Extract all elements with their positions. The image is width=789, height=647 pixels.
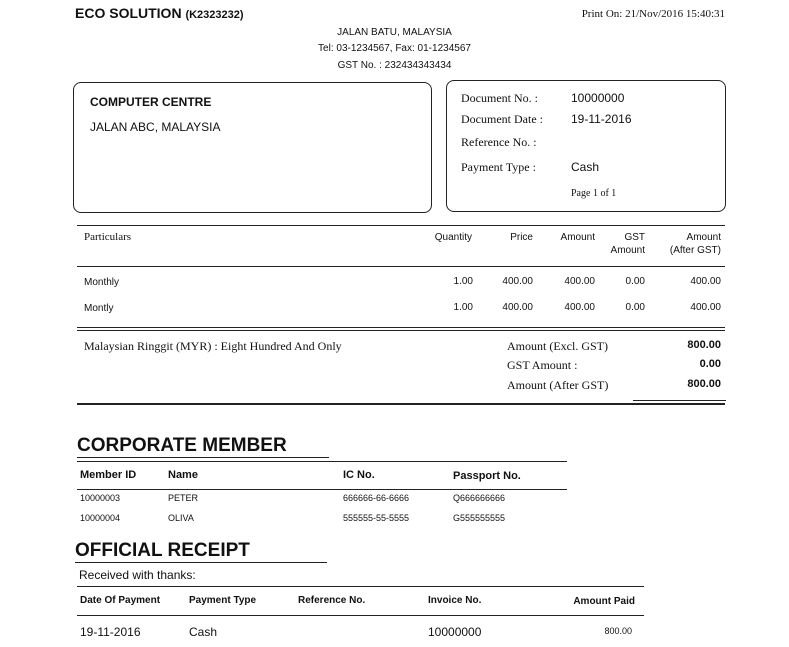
doc-no-value: 10000000 [571, 91, 625, 105]
total-underline [633, 400, 726, 401]
row-particulars: Montly [84, 303, 114, 314]
th-member-name: Name [168, 469, 198, 481]
member-name: OLIVA [168, 513, 194, 523]
amount-in-words: Malaysian Ringgit (MYR) : Eight Hundred And Only [84, 339, 342, 353]
th-quantity: Quantity [434, 232, 472, 243]
th-invoice-no: Invoice No. [428, 595, 482, 606]
member-id: 10000004 [80, 513, 121, 523]
member-ic: 666666-66-6666 [343, 493, 410, 503]
row-after: 400.00 [690, 276, 721, 287]
doc-date-value: 19-11-2016 [571, 112, 632, 126]
total-gst-value: 0.00 [699, 358, 721, 370]
company-gst-no: GST No. : 232434343434 [337, 60, 452, 71]
items-bottom-rule-1 [77, 327, 725, 328]
print-on: Print On: 21/Nov/2016 15:40:31 [581, 8, 725, 20]
th-particulars: Particulars [84, 231, 132, 243]
row-amount: 400.00 [564, 276, 595, 287]
receipt-table-top-rule [77, 586, 644, 587]
receipt-header-rule [77, 615, 644, 616]
th-gst-amount-1: GST [624, 232, 645, 243]
corporate-title-underline [77, 457, 329, 458]
th-date-of-payment: Date Of Payment [80, 595, 161, 606]
th-amount-after-2: (After GST) [669, 245, 721, 256]
th-reference-no: Reference No. [298, 595, 366, 606]
company-contact: Tel: 03-1234567, Fax: 01-1234567 [318, 43, 471, 54]
bill-to-address: JALAN ABC, MALAYSIA [90, 120, 221, 134]
official-receipt-title: OFFICIAL RECEIPT [75, 540, 250, 561]
total-excl-value: 800.00 [687, 339, 721, 351]
th-passport-no: Passport No. [453, 470, 521, 482]
company-address: JALAN BATU, MALAYSIA [337, 27, 452, 38]
total-gst-label: GST Amount : [507, 358, 578, 372]
company-reg-no: (K2323232) [185, 9, 244, 21]
th-amount: Amount [560, 232, 595, 243]
row-gst: 0.00 [625, 276, 645, 287]
row-price: 400.00 [502, 276, 533, 287]
receipt-invoice: 10000000 [428, 625, 482, 639]
member-id: 10000003 [80, 493, 121, 503]
row-gst: 0.00 [625, 302, 645, 313]
page-number: Page 1 of 1 [571, 188, 617, 199]
row-quantity: 1.00 [453, 276, 473, 287]
row-particulars: Monthly [84, 277, 120, 288]
member-ic: 555555-55-5555 [343, 513, 410, 523]
items-top-rule [77, 225, 725, 226]
items-bottom-rule-2 [77, 330, 725, 331]
total-excl-label: Amount (Excl. GST) [507, 339, 608, 353]
row-amount: 400.00 [564, 302, 595, 313]
th-amount-after-1: Amount [686, 232, 721, 243]
corporate-header-rule [77, 489, 567, 490]
doc-date-label: Document Date : [461, 112, 543, 126]
receipt-title-underline [75, 562, 327, 563]
row-price: 400.00 [502, 302, 533, 313]
totals-bottom-rule [77, 403, 725, 405]
total-after-value: 800.00 [687, 378, 721, 390]
payment-type-label: Payment Type : [461, 160, 536, 174]
corporate-member-title: CORPORATE MEMBER [77, 435, 287, 456]
th-price: Price [510, 232, 533, 243]
row-quantity: 1.00 [453, 302, 473, 313]
company-name-text: ECO SOLUTION [75, 5, 182, 21]
row-after: 400.00 [690, 302, 721, 313]
member-passport: Q666666666 [453, 493, 506, 503]
company-name [75, 5, 244, 21]
received-with-thanks: Received with thanks: [79, 568, 196, 582]
th-payment-type: Payment Type [189, 595, 257, 606]
receipt-date: 19-11-2016 [80, 625, 141, 639]
doc-no-label: Document No. : [461, 91, 538, 105]
corporate-table-top-rule [77, 461, 567, 462]
member-name: PETER [168, 493, 199, 503]
receipt-type: Cash [189, 625, 218, 639]
bill-to-name: COMPUTER CENTRE [90, 95, 212, 109]
th-gst-amount-2: Amount [610, 245, 645, 256]
ref-no-label: Reference No. : [461, 135, 537, 149]
items-header-rule [77, 266, 725, 267]
th-member-id: Member ID [80, 469, 137, 481]
total-after-label: Amount (After GST) [507, 378, 609, 392]
member-passport: G555555555 [453, 513, 506, 523]
receipt-amount-paid: 800.00 [604, 626, 632, 636]
th-amount-paid: Amount Paid [573, 596, 635, 607]
payment-type-value: Cash [571, 160, 600, 174]
th-ic-no: IC No. [343, 469, 375, 481]
